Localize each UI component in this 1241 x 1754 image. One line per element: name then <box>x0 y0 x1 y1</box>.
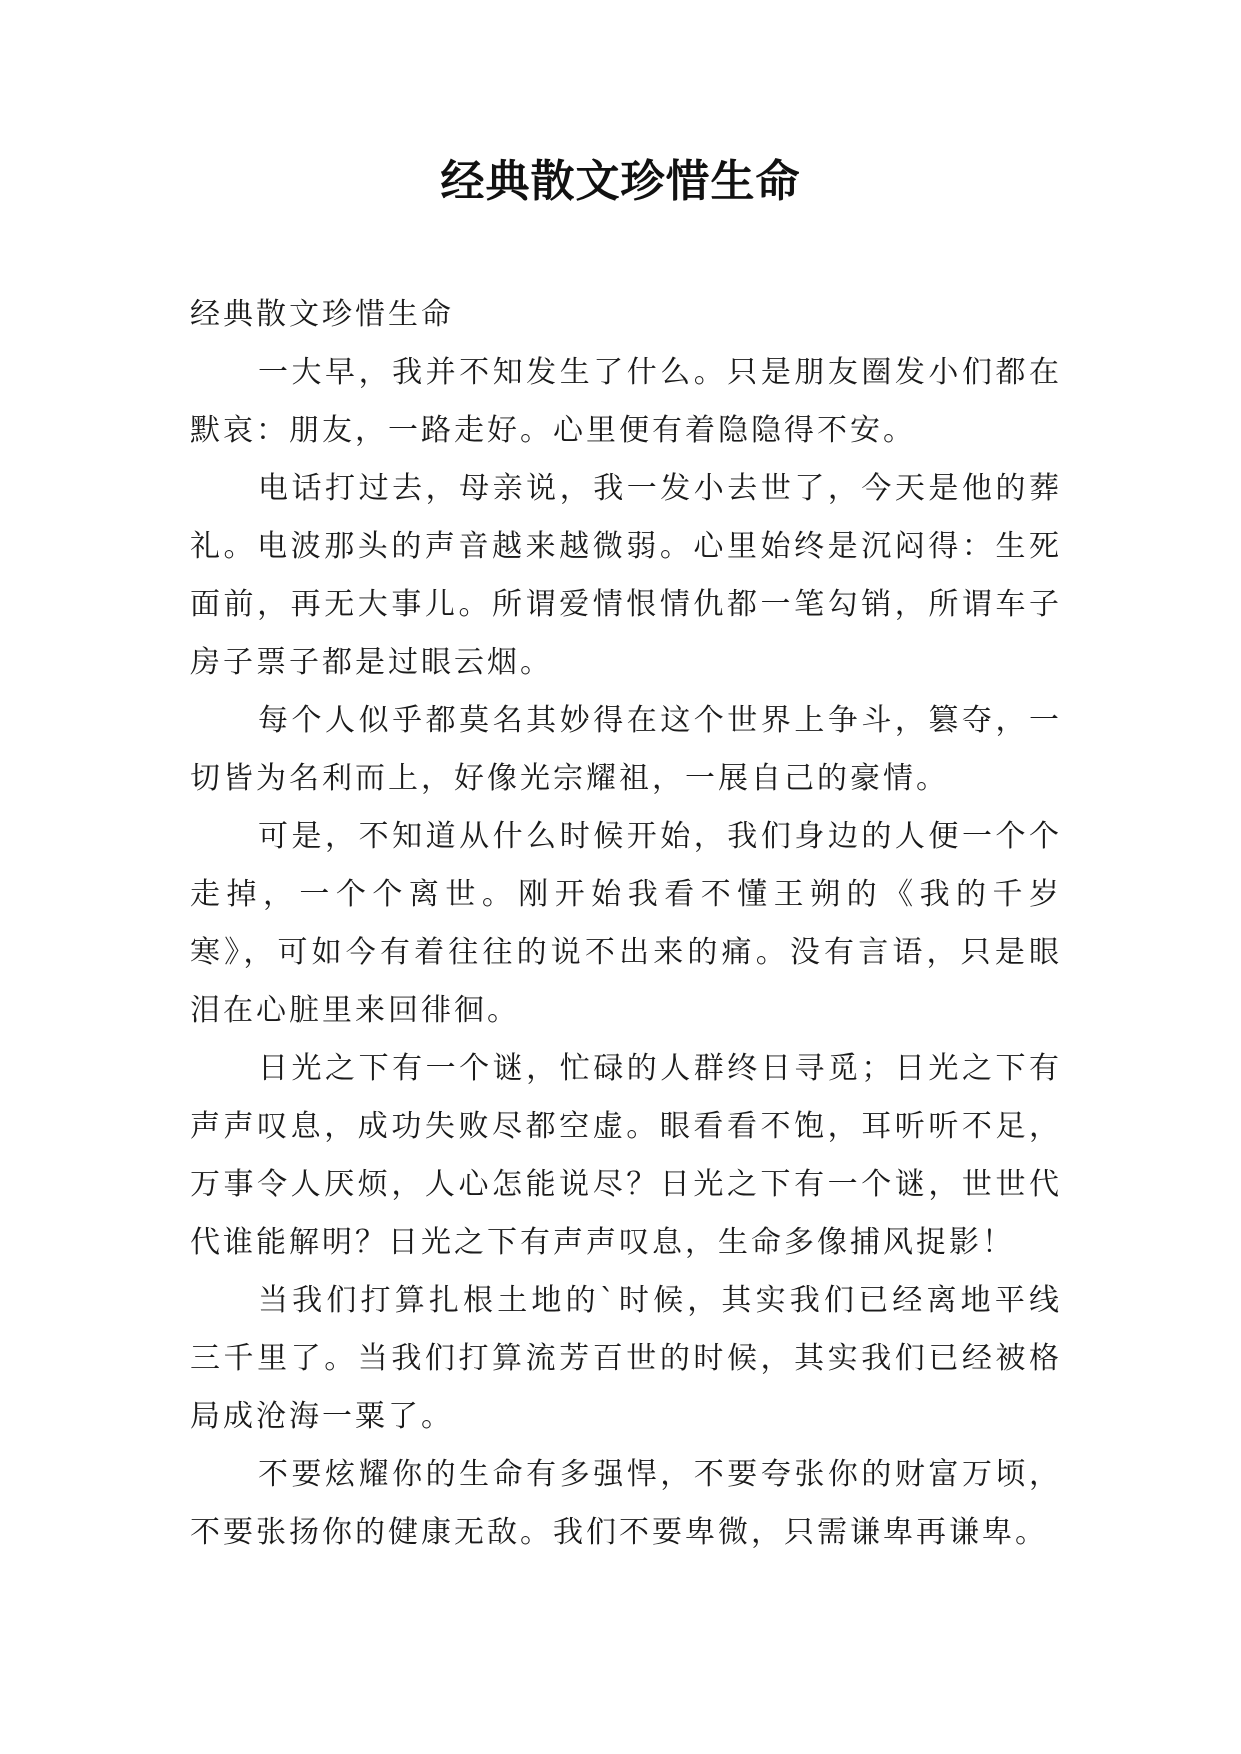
paragraph: 每个人似乎都莫名其妙得在这个世界上争斗，篡夺，一切皆为名利而上，好像光宗耀祖，一展自己的豪情。 <box>190 703 1062 796</box>
paragraph: 当我们打算扎根土地的`时候，其实我们已经离地平线三千里了。当我们打算流芳百世的时候，其实我们已经被格局成沧海一粟了。 <box>190 1283 1062 1434</box>
paragraph: 日光之下有一个谜，忙碌的人群终日寻觅；日光之下有声声叹息，成功失败尽都空虚。眼看看不饱，耳听听不足，万事令人厌烦，人心怎能说尽？日光之下有一个谜，世世代代谁能解明？日光之下有声声叹息，生命多像捕风捉影！ <box>190 1051 1062 1260</box>
paragraph: 一大早，我并不知发生了什么。只是朋友圈发小们都在默哀：朋友，一路走好。心里便有着隐隐得不安。 <box>190 355 1062 448</box>
paragraph: 可是，不知道从什么时候开始，我们身边的人便一个个走掉，一个个离世。刚开始我看不懂王朔的《我的千岁寒》，可如今有着往往的说不出来的痛。没有言语，只是眼泪在心脏里来回徘徊。 <box>190 819 1062 1028</box>
paragraph: 电话打过去，母亲说，我一发小去世了，今天是他的葬礼。电波那头的声音越来越微弱。心里始终是沉闷得：生死面前，再无大事儿。所谓爱情恨情仇都一笔勾销，所谓车子房子票子都是过眼云烟。 <box>190 471 1062 680</box>
document-subtitle: 经典散文珍惜生命 <box>190 297 454 332</box>
document-title: 经典散文珍惜生命 <box>440 156 801 207</box>
document-body <box>190 286 1062 1562</box>
paragraph: 不要炫耀你的生命有多强悍，不要夸张你的财富万顷，不要张扬你的健康无敌。我们不要卑微，只需谦卑再谦卑。 <box>190 1457 1062 1550</box>
